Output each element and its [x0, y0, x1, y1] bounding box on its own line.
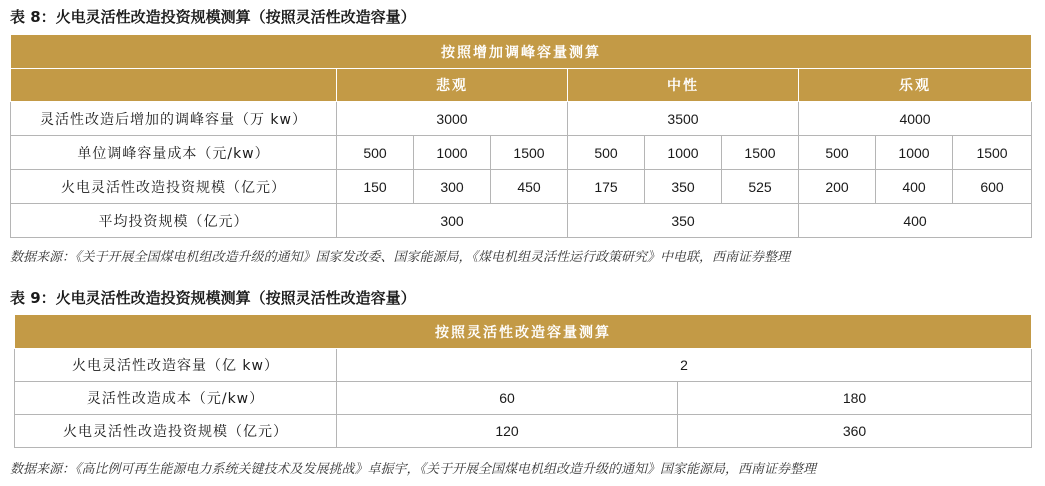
- table8-caption: 表 8：火电灵活性改造投资规模测算（按照灵活性改造容量）: [10, 8, 416, 26]
- retrofit-cost-high: 180: [678, 382, 1032, 415]
- investment-cell: 300: [414, 170, 491, 204]
- average-pessimistic: 300: [337, 204, 568, 238]
- retrofit-cost-low: 60: [337, 382, 678, 415]
- table9-header: 按照灵活性改造容量测算: [15, 315, 1032, 349]
- table9-source: 数据来源：《高比例可再生能源电力系统关键技术及发展挑战》卓振宇，《关于开展全国煤电机组改造升级的通知》国家能源局，西南证券整理: [10, 462, 817, 477]
- capacity-optimistic: 4000: [799, 102, 1032, 136]
- retrofit-capacity-value: 2: [337, 349, 1032, 382]
- retrofit-investment-high: 360: [678, 415, 1032, 448]
- table8-source: 数据来源：《关于开展全国煤电机组改造升级的通知》国家发改委、国家能源局，《煤电机组灵活性运行政策研究》中电联，西南证券整理: [10, 250, 791, 265]
- retrofit-investment-low: 120: [337, 415, 678, 448]
- investment-cell: 150: [337, 170, 414, 204]
- unit-cost-cell: 500: [568, 136, 645, 170]
- investment-cell: 350: [645, 170, 722, 204]
- row-label-retrofit-investment: 火电灵活性改造投资规模（亿元）: [15, 415, 337, 448]
- investment-cell: 450: [491, 170, 568, 204]
- investment-cell: 400: [876, 170, 953, 204]
- unit-cost-cell: 1000: [645, 136, 722, 170]
- row-label-average: 平均投资规模（亿元）: [11, 204, 337, 238]
- row-label-investment: 火电灵活性改造投资规模（亿元）: [11, 170, 337, 204]
- row-label-retrofit-capacity: 火电灵活性改造容量（亿 kw）: [15, 349, 337, 382]
- table9-caption: 表 9：火电灵活性改造投资规模测算（按照灵活性改造容量）: [10, 289, 416, 307]
- row-label-retrofit-cost: 灵活性改造成本（元/kw）: [15, 382, 337, 415]
- row-label-capacity: 灵活性改造后增加的调峰容量（万 kw）: [11, 102, 337, 136]
- table8-header: 按照增加调峰容量测算: [11, 35, 1032, 69]
- unit-cost-cell: 1500: [953, 136, 1032, 170]
- capacity-neutral: 3500: [568, 102, 799, 136]
- average-optimistic: 400: [799, 204, 1032, 238]
- investment-cell: 525: [722, 170, 799, 204]
- scenario-optimistic: 乐观: [799, 69, 1032, 102]
- average-neutral: 350: [568, 204, 799, 238]
- unit-cost-cell: 500: [799, 136, 876, 170]
- scenario-pessimistic: 悲观: [337, 69, 568, 102]
- unit-cost-cell: 500: [337, 136, 414, 170]
- unit-cost-cell: 1500: [491, 136, 568, 170]
- capacity-pessimistic: 3000: [337, 102, 568, 136]
- scenario-neutral: 中性: [568, 69, 799, 102]
- table9: [14, 314, 1032, 448]
- table8-corner-cell: [11, 69, 337, 102]
- investment-cell: 175: [568, 170, 645, 204]
- investment-cell: 200: [799, 170, 876, 204]
- unit-cost-cell: 1500: [722, 136, 799, 170]
- unit-cost-cell: 1000: [876, 136, 953, 170]
- unit-cost-cell: 1000: [414, 136, 491, 170]
- investment-cell: 600: [953, 170, 1032, 204]
- table8: [10, 34, 1032, 238]
- row-label-unit-cost: 单位调峰容量成本（元/kw）: [11, 136, 337, 170]
